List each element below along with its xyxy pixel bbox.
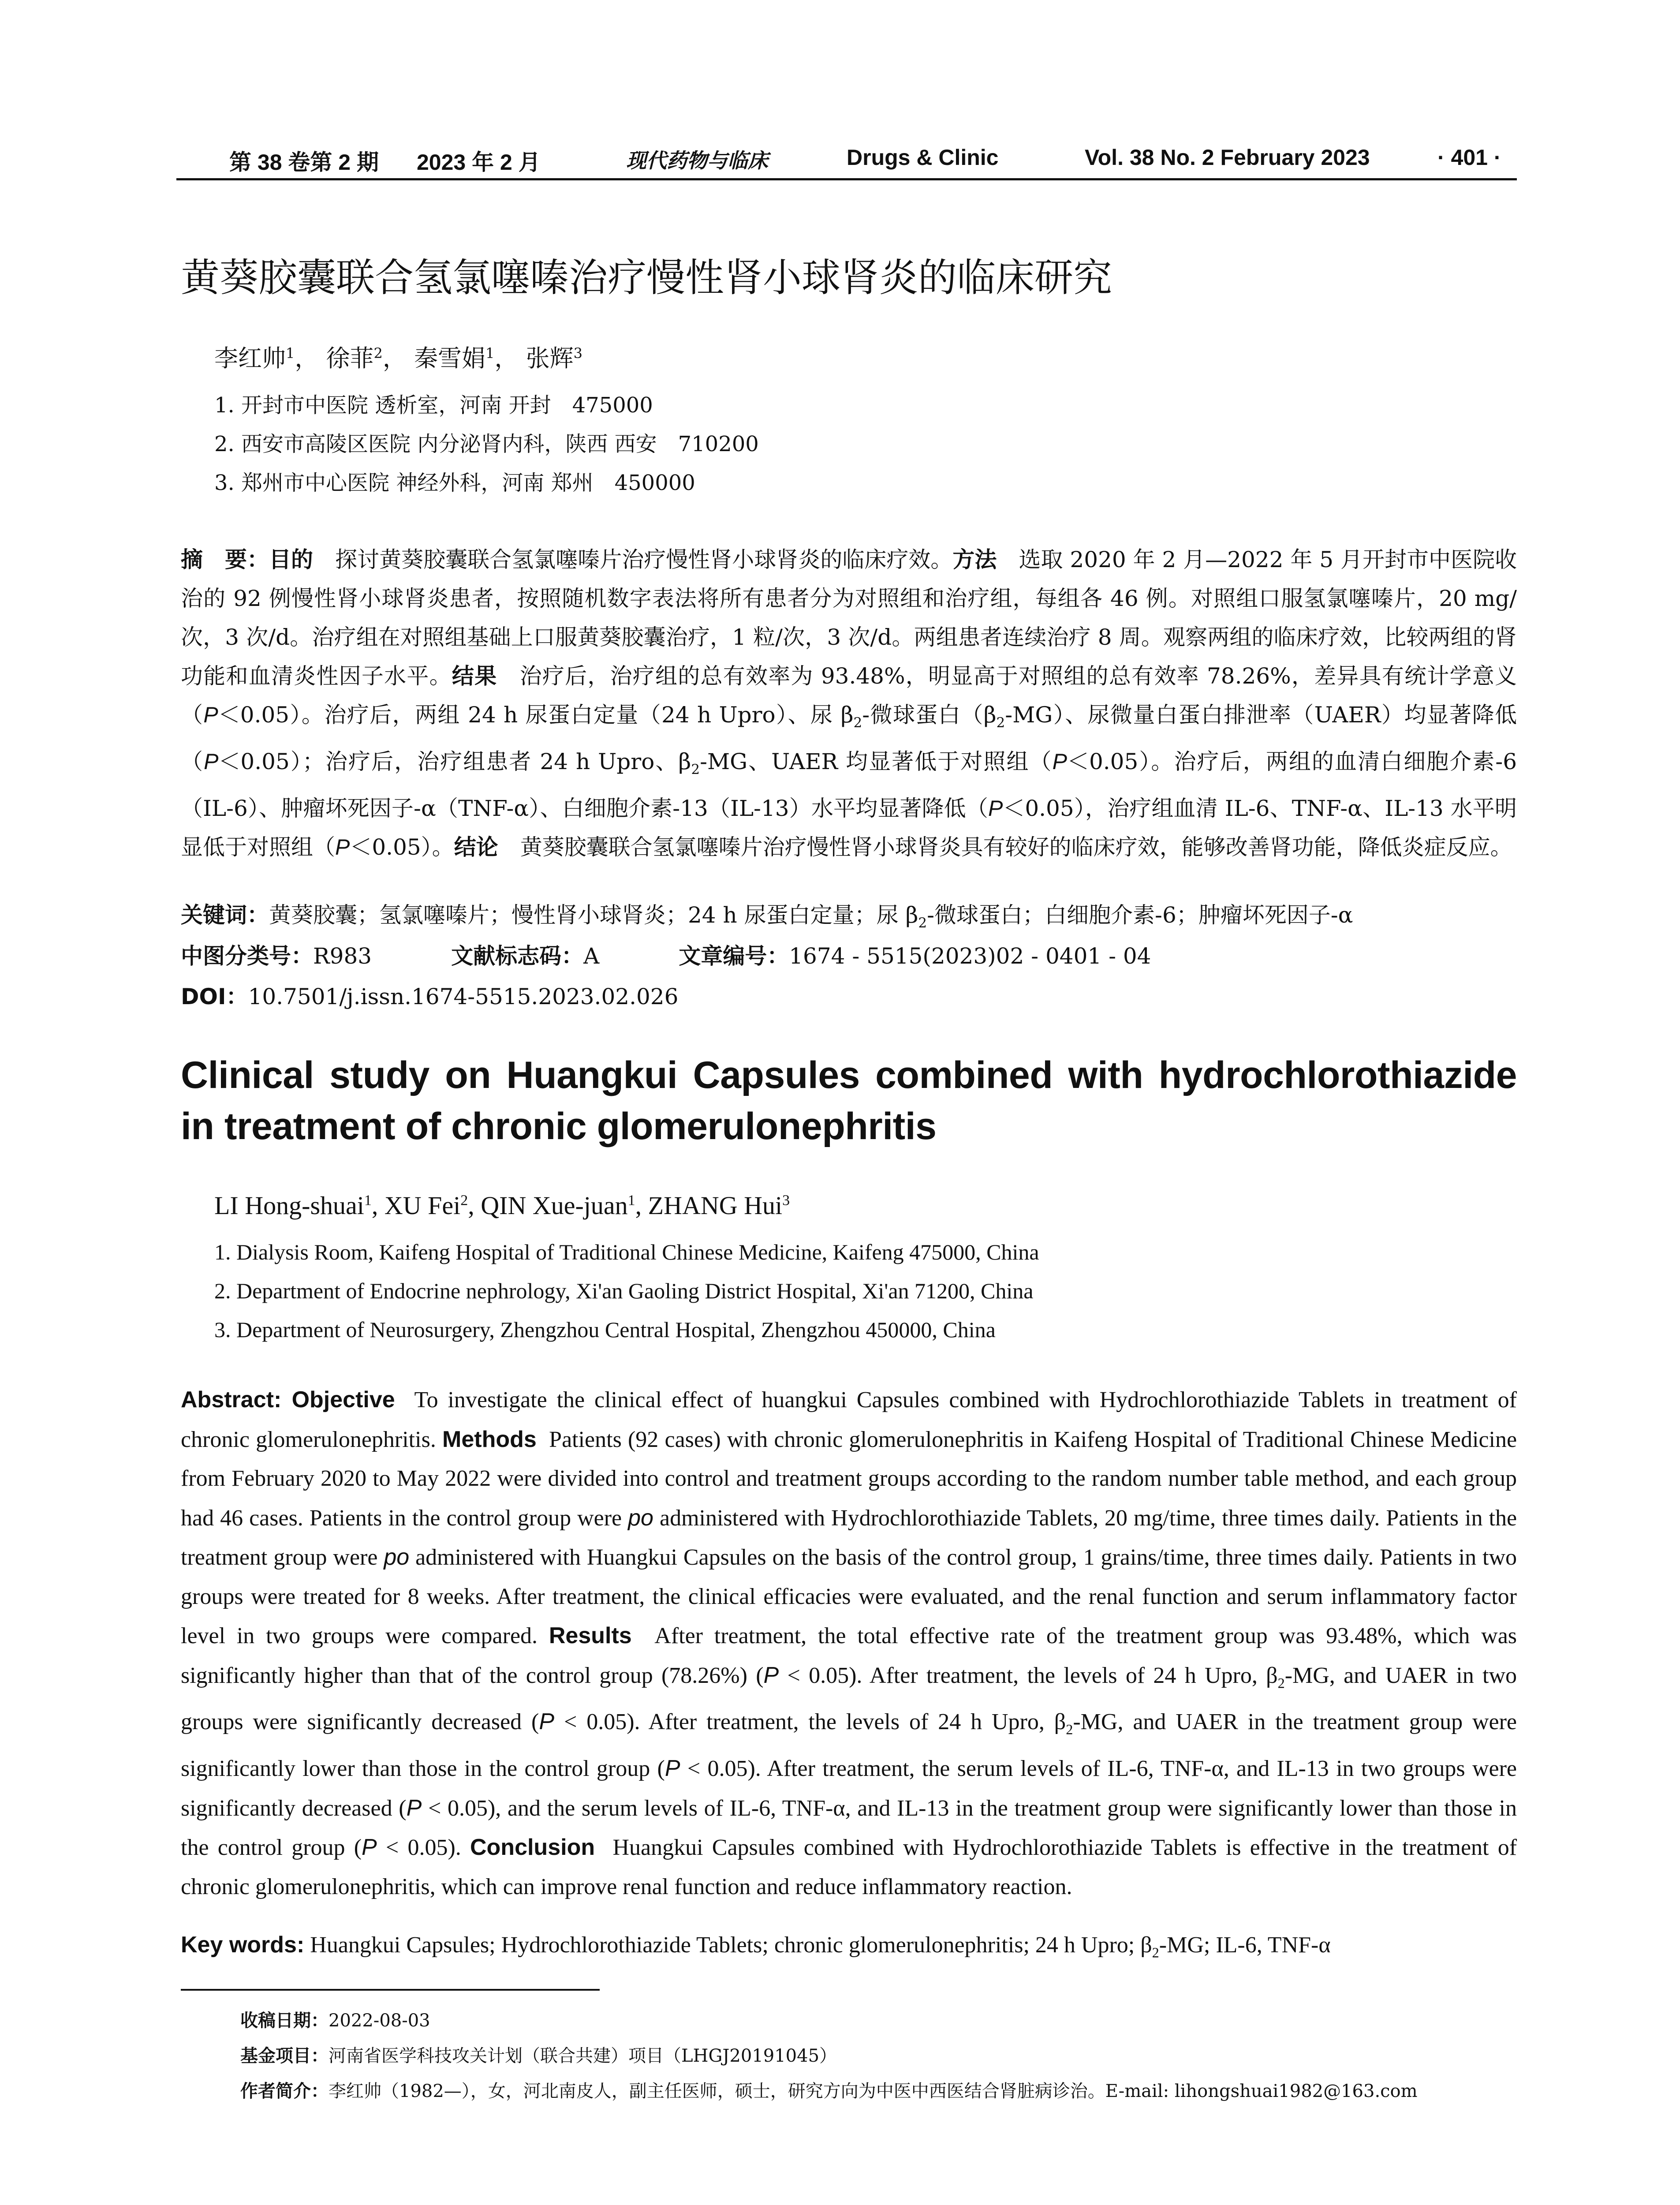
cn-affiliation: 2. 西安市高陵区医院 内分泌肾内科，陕西 西安 710200: [214, 432, 759, 456]
en-results-text: -MG, and UAER in two groups were significantly decreased (: [181, 1663, 1517, 1735]
cn-methods-label: 方法: [952, 547, 997, 572]
cn-classification: [181, 938, 1151, 970]
en-results-text: < 0.05). After treatment, the levels of 24 h Upro, β: [779, 1663, 1278, 1688]
fund-label: 基金项目：: [240, 2046, 329, 2066]
en-authors: LI Hong-shuai$^1$, XU Fei$^2$, QIN Xue-juan$^1$, ZHANG Hui$^3$: [214, 1191, 790, 1220]
footnote-received: [240, 2007, 430, 2032]
header-issue: 第 38 卷第 2 期: [229, 150, 379, 175]
header-rule: [176, 178, 1517, 180]
cn-author-sup: 3: [573, 345, 582, 362]
en-affiliation: 1. Dialysis Room, Kaifeng Hospital of Traditional Chinese Medicine, Kaifeng 475000, China: [214, 1240, 1039, 1264]
subscript: 2: [853, 715, 862, 731]
footnote-fund: [240, 2042, 837, 2067]
en-results-label: Results: [549, 1623, 632, 1648]
header-volume-en: Vol. 38 No. 2 February 2023: [1085, 145, 1370, 170]
p-value-symbol: P: [665, 1756, 680, 1782]
subscript: 2: [1066, 1721, 1073, 1738]
clc-value: R983: [313, 943, 372, 969]
cn-author-name: 秦雪娟: [414, 344, 486, 372]
cn-abstract-label: 摘 要：: [181, 547, 269, 572]
en-results-text: < 0.05).: [377, 1835, 461, 1861]
fund-text: 河南省医学科技攻关计划（联合共建）项目（LHGJ20191045）: [329, 2046, 837, 2066]
cn-results-text: ＜0.05）；治疗后，治疗组患者 24 h Upro、β: [218, 749, 691, 774]
cn-objective-label: 目的: [269, 547, 314, 572]
clc-label: 中图分类号：: [181, 943, 313, 969]
cn-results-label: 结果: [452, 663, 497, 689]
en-title: Clinical study on Huangkui Capsules combined with hydrochlorothiazide in treatment of chronic glomerulonephritis: [181, 1054, 1517, 1147]
en-author-sup: 2: [460, 1192, 468, 1209]
cn-author-sup: 1: [485, 345, 495, 362]
cn-author-name: 李红帅: [214, 344, 286, 372]
p-value-symbol: P: [362, 1835, 377, 1861]
doc-code-value: A: [583, 943, 600, 969]
en-affiliation: 2. Department of Endocrine nephrology, Xi'an Gaoling District Hospital, Xi'an 71200, China: [214, 1278, 1034, 1303]
en-keywords-text: Huangkui Capsules; Hydrochlorothiazide Tablets; chronic glomerulonephritis; 24 h Upro; β: [310, 1932, 1152, 1958]
en-abstract: [181, 1380, 1517, 1906]
received-label: 收稿日期：: [240, 2011, 329, 2031]
en-keywords: [181, 1932, 1517, 1961]
doi-label: DOI：: [181, 984, 248, 1009]
cn-results-text: -MG）、尿微量白蛋白排泄率（UAER）均显著降低（: [181, 702, 1517, 774]
author-bio-label: 作者简介：: [240, 2081, 329, 2101]
en-results-text: -MG, and UAER in the treatment group were significantly lower than those in the control group (: [181, 1709, 1517, 1782]
en-results-text: < 0.05). After treatment, the serum levels of IL-6, TNF-α, and IL-13 in two groups were significantly decreased (: [181, 1756, 1517, 1821]
doi-value[interactable]: 10.7501/j.issn.1674-5515.2023.02.026: [248, 984, 679, 1009]
en-author-name: LI Hong-shuai: [214, 1191, 364, 1220]
en-results-text: After treatment, the total effective rate of the treatment group was 93.48%, which was significantly higher than that of the control group (78.26%) (: [181, 1623, 1517, 1688]
en-results-text: < 0.05). After treatment, the levels of 24 h Upro, β: [554, 1709, 1066, 1735]
header-journal-en: Drugs & Clinic: [847, 145, 999, 170]
en-conclusion-text: Huangkui Capsules combined with Hydrochlorothiazide Tablets is effective in the treatment of chronic glomerulonephritis, which can improve renal function and reduce inflammatory reaction.: [181, 1835, 1517, 1899]
cn-authors: 李红帅$^1$， 徐菲$^2$， 秦雪娟$^1$， 张辉$^3$: [214, 344, 582, 372]
cn-objective-text: 探讨黄葵胶囊联合氢氯噻嗪片治疗慢性肾小球肾炎的临床疗效。: [335, 547, 953, 572]
p-value-symbol: P: [988, 796, 1003, 821]
en-results-text: < 0.05), and the serum levels of IL-6, TNF-α, and IL-13 in the treatment group were significantly lower than those in the control group (: [181, 1795, 1517, 1861]
doc-code-label: 文献标志码：: [451, 943, 584, 969]
article-number-label: 文章编号：: [679, 943, 789, 969]
running-header: [176, 140, 1517, 176]
footnote-author: [240, 2077, 1418, 2102]
cn-affiliation: 3. 郑州市中心医院 神经外科，河南 郑州 450000: [214, 471, 695, 495]
en-methods-text: administered with Huangkui Capsules on the basis of the control group, 1 grains/time, three times daily. Patients in two groups were treated for 8 weeks. After treatment, the clinical efficacies were evaluated, and the renal function and serum inflammatory factor level in two groups were compared.: [181, 1545, 1517, 1648]
cn-results-text: ＜0.05）。: [350, 834, 454, 860]
header-journal-cn: 现代药物与临床: [626, 149, 768, 172]
cn-abstract: [181, 540, 1517, 867]
doi-line: [181, 979, 678, 1011]
cn-author-name: 张辉: [526, 344, 574, 372]
subscript: 2: [691, 762, 700, 777]
en-methods-text: administered with Hydrochlorothiazide Tablets, 20 mg/time, three times daily. Patients in the treatment group were: [181, 1505, 1517, 1570]
p-value-symbol: P: [1052, 749, 1067, 774]
cn-results-text: -微球蛋白（β: [862, 702, 997, 728]
author-bio-text: 李红帅（1982—），女，河北南皮人，副主任医师，硕士，研究方向为中医中西医结合肾脏病诊治。E-mail: lihongshuai1982@163.com: [329, 2081, 1418, 2101]
cn-author-sup: 2: [373, 345, 383, 362]
article-number-value: 1674 - 5515(2023)02 - 0401 - 04: [789, 943, 1151, 969]
cn-results-text: -MG、UAER 均显著低于对照组（: [700, 749, 1053, 774]
subscript: 2: [1277, 1674, 1285, 1691]
cn-results-text: ＜0.05）。治疗后，两组 24 h 尿蛋白定量（24 h Upro）、尿 β: [218, 702, 854, 728]
cn-keywords: [181, 897, 1353, 931]
en-objective-label: Abstract: Objective: [181, 1387, 395, 1413]
po-abbrev: po: [384, 1544, 410, 1570]
cn-keywords-text: 黄葵胶囊；氢氯噻嗪片；慢性肾小球肾炎；24 h 尿蛋白定量；尿 β: [269, 902, 918, 928]
cn-methods-text: 选取 2020 年 2 月—2022 年 5 月开封市中医院收治的 92 例慢性肾小球肾炎患者，按照随机数字表法将所有患者分为对照组和治疗组，每组各 46 例。对照组口服氢氯噻嗪片，20 mg/次，3 次/d。治疗组在对照组基础上口服黄葵胶囊治疗，1 粒/次，3 次/d。两组患者连续治疗 8 周。观察两组的临床疗效，比较两组的肾功能和血清炎性因子水平。: [181, 547, 1517, 689]
en-objective-text: To investigate the clinical effect of huangkui Capsules combined with Hydrochlorothiazide Tablets in treatment of chronic glomerulonephritis.: [181, 1387, 1517, 1452]
p-value-symbol: P: [539, 1709, 555, 1735]
p-value-symbol: P: [203, 703, 218, 727]
cn-conclusion-text: 黄葵胶囊联合氢氯噻嗪片治疗慢性肾小球肾炎具有较好的临床疗效，能够改善肾功能，降低炎症反应。: [520, 834, 1512, 860]
header-date: 2023 年 2 月: [417, 150, 541, 175]
received-date: 2022-08-03: [329, 2011, 430, 2031]
en-keywords-label: Key words:: [181, 1932, 305, 1958]
en-author-sup: 1: [627, 1192, 635, 1209]
cn-keywords-text: -微球蛋白；白细胞介素-6；肿瘤坏死因子-α: [927, 902, 1353, 928]
en-affiliation: 3. Department of Neurosurgery, Zhengzhou Central Hospital, Zhengzhou 450000, China: [214, 1317, 996, 1342]
p-value-symbol: P: [763, 1662, 779, 1688]
en-author-sup: 1: [364, 1192, 372, 1209]
cn-conclusion-label: 结论: [454, 834, 498, 860]
en-conclusion-label: Conclusion: [470, 1835, 595, 1861]
po-abbrev: po: [628, 1505, 653, 1531]
en-author-name: XU Fei: [384, 1191, 461, 1220]
cn-results-text: ＜0.05）。治疗后，两组的血清白细胞介素-6（IL-6）、肿瘤坏死因子-α（TNF-α）、白细胞介素-13（IL-13）水平均显著降低（: [181, 749, 1517, 821]
en-keywords-text: -MG; IL-6, TNF-α: [1159, 1932, 1331, 1958]
cn-author-sup: 1: [286, 345, 295, 362]
header-page-number: · 401 ·: [1437, 145, 1501, 170]
cn-results-text: 治疗后，治疗组的总有效率为 93.48%，明显高于对照组的总有效率 78.26%，差异具有统计学意义（: [181, 663, 1517, 728]
p-value-symbol: P: [204, 749, 219, 774]
cn-author-name: 徐菲: [326, 344, 374, 372]
cn-results-text: ＜0.05），治疗组血清 IL-6、TNF-α、IL-13 水平明显低于对照组（: [181, 796, 1517, 860]
en-methods-label: Methods: [442, 1426, 537, 1452]
en-author-name: QIN Xue-juan: [481, 1191, 628, 1220]
p-value-symbol: P: [335, 835, 350, 860]
subscript: 2: [996, 715, 1005, 731]
en-author-name: ZHANG Hui: [648, 1191, 783, 1220]
subscript: 2: [918, 915, 927, 931]
subscript: 2: [1152, 1944, 1159, 1961]
p-value-symbol: P: [406, 1795, 422, 1821]
footnote-rule: [181, 1989, 600, 1991]
cn-title: 黄葵胶囊联合氢氯噻嗪治疗慢性肾小球肾炎的临床研究: [181, 255, 1113, 300]
cn-keywords-label: 关键词：: [181, 902, 269, 928]
en-author-sup: 3: [782, 1192, 790, 1209]
cn-affiliation: 1. 开封市中医院 透析室，河南 开封 475000: [214, 393, 653, 418]
en-methods-text: Patients (92 cases) with chronic glomerulonephritis in Kaifeng Hospital of Traditional Chinese Medicine from February 2020 to May 2022 were divided into control and treatment groups according to the random number table method, and each group had 46 cases. Patients in the control group were: [181, 1427, 1517, 1531]
